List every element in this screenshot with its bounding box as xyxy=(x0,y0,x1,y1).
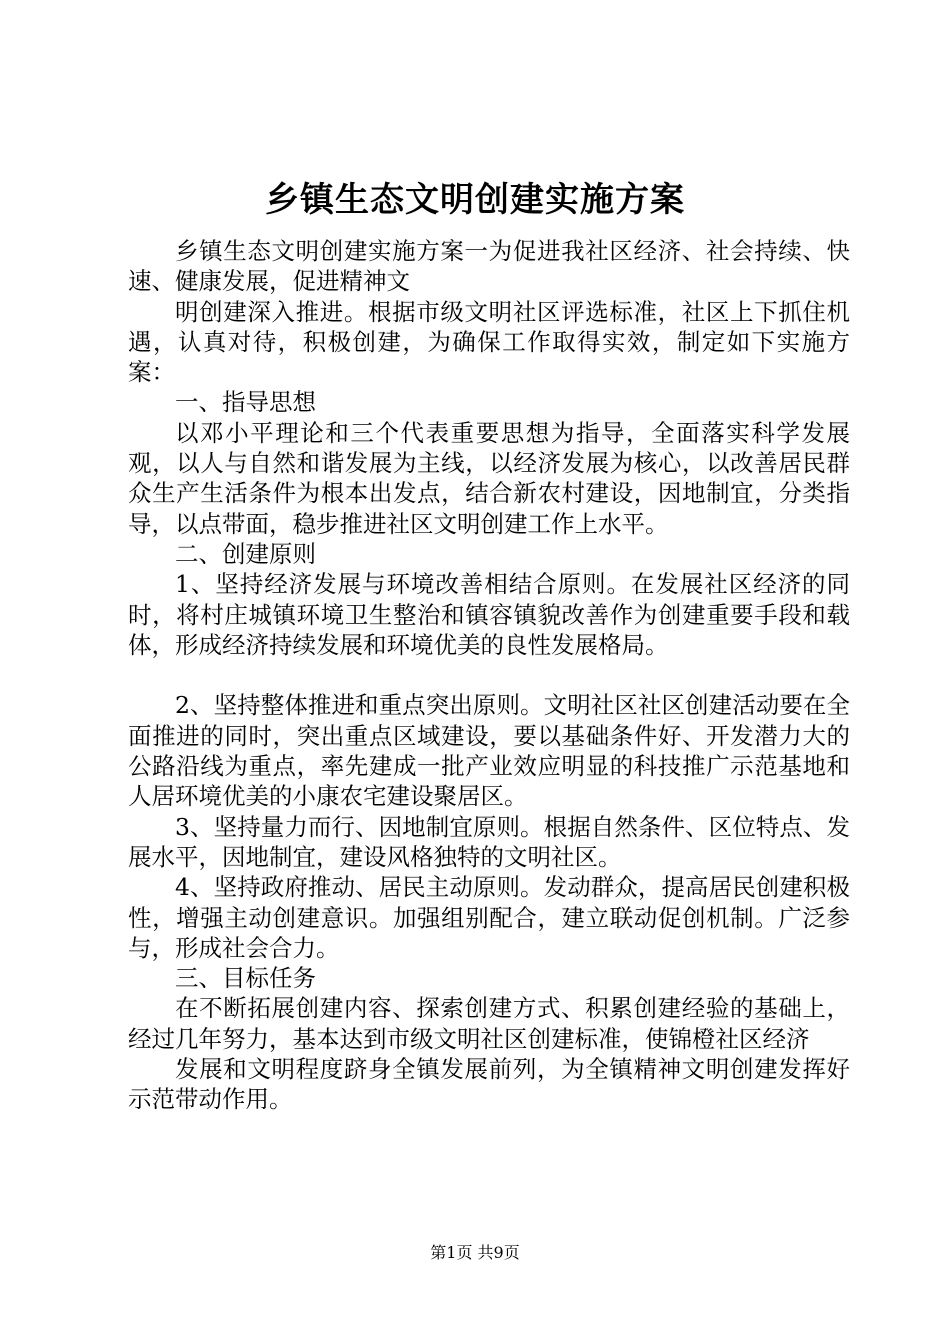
paragraph: 以邓小平理论和三个代表重要思想为指导，全面落实科学发展观，以人与自然和谐发展为主线，以经济发展为核心，以改善居民群众生产生活条件为根本出发点，结合新农村建设，因地制宜，分类指导，以点带面，稳步推进社区文明创建工作上水平。 xyxy=(128,418,850,538)
paragraph: 1、坚持经济发展与环境改善相结合原则。在发展社区经济的同时，将村庄城镇环境卫生整治和镇容镇貌改善作为创建重要手段和载体，形成经济持续发展和环境优美的良性发展格局。 xyxy=(128,570,850,659)
section-heading: 一、指导思想 xyxy=(175,388,316,417)
section-heading: 二、创建原则 xyxy=(175,539,316,568)
paragraph: 乡镇生态文明创建实施方案一为促进我社区经济、社会持续、快速、健康发展，促进精神文 xyxy=(128,237,850,296)
paragraph: 明创建深入推进。根据市级文明社区评选标准，社区上下抓住机遇，认真对待，积极创建，为确保工作取得实效，制定如下实施方案： xyxy=(128,297,850,387)
paragraph: 2、坚持整体推进和重点突出原则。文明社区社区创建活动要在全面推进的同时，突出重点区域建设，要以基础条件好、开发潜力大的公路沿线为重点，率先建成一批产业效应明显的科技推广示范基地和人居环境优美的小康农宅建设聚居区。 xyxy=(128,691,850,811)
paragraph: 在不断拓展创建内容、探索创建方式、积累创建经验的基础上，经过几年努力，基本达到市级文明社区创建标准，使锦橙社区经济 xyxy=(128,994,850,1053)
document-body xyxy=(128,236,850,1115)
paragraph: 4、坚持政府推动、居民主动原则。发动群众，提高居民创建积极性，增强主动创建意识。加强组别配合，建立联动促创机制。广泛参与，形成社会合力。 xyxy=(128,873,850,962)
blank-line xyxy=(128,660,850,690)
section-heading: 三、目标任务 xyxy=(175,964,316,993)
page-footer: 第1页 共9页 xyxy=(430,1243,520,1262)
paragraph: 3、坚持量力而行、因地制宜原则。根据自然条件、区位特点、发展水平，因地制宜，建设风格独特的文明社区。 xyxy=(128,812,850,871)
paragraph: 发展和文明程度跻身全镇发展前列，为全镇精神文明创建发挥好示范带动作用。 xyxy=(128,1055,850,1114)
document-title: 乡镇生态文明创建实施方案 xyxy=(265,180,685,220)
